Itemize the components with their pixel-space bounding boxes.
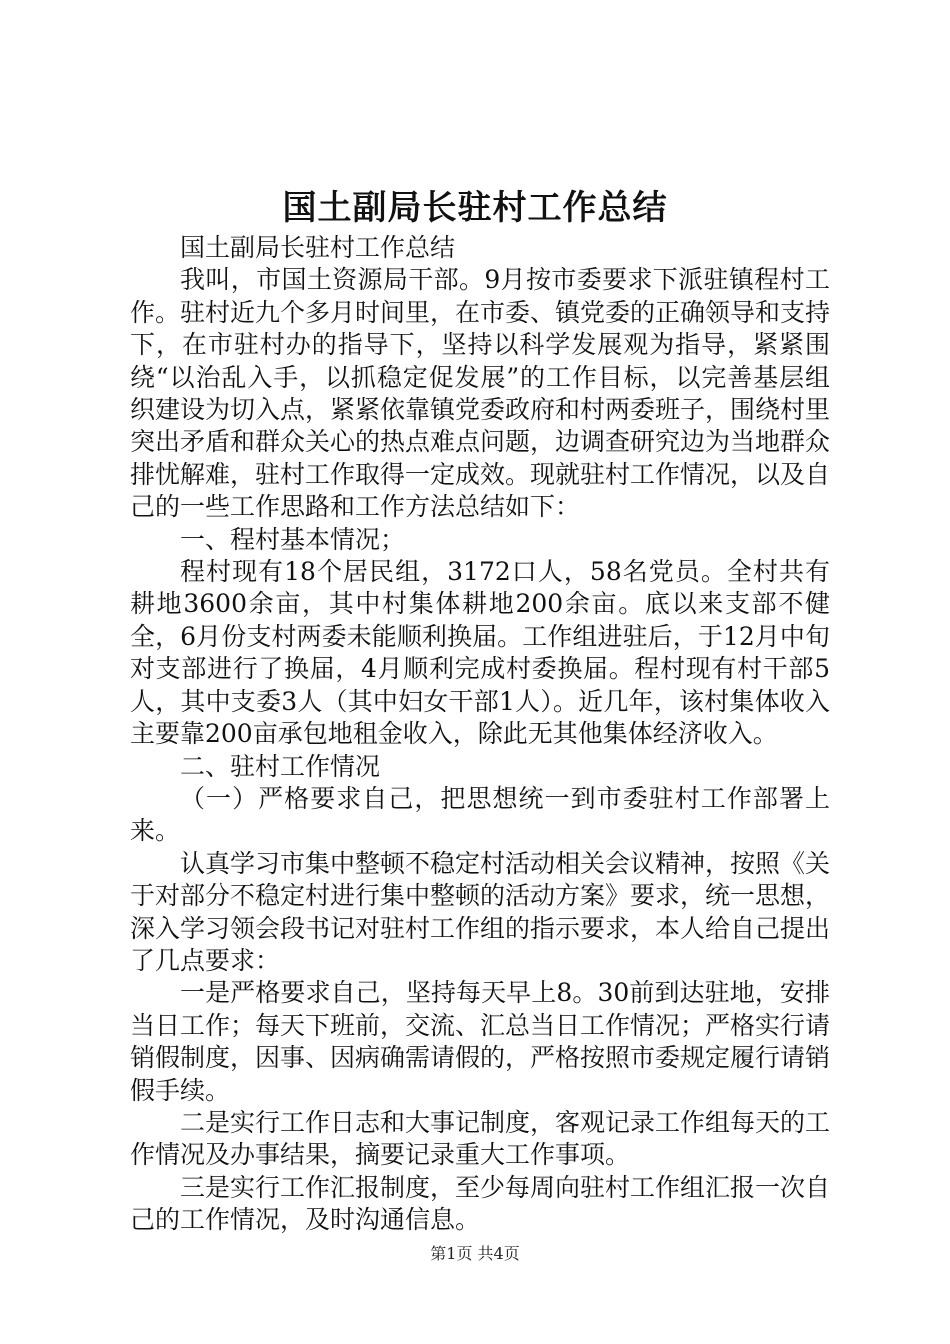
paragraph-requirement-1: 一是严格要求自己，坚持每天早上8。30前到达驻地，安排当日工作；每天下班前，交流、汇总当日工作情况；严格实行请销假制度，因事、因病确需请假的，严格按照市委规定履行请销假手续。 xyxy=(130,978,831,1105)
paragraph-requirement-2: 二是实行工作日志和大事记制度，客观记录工作组每天的工作情况及办事结果，摘要记录重大工作事项。 xyxy=(130,1107,831,1170)
page-indicator: 第1页 共4页 xyxy=(430,1244,520,1263)
document-body xyxy=(130,232,830,1237)
section-heading-2: 二、驻村工作情况 xyxy=(180,751,381,781)
paragraph-subtitle: 国土副局长驻村工作总结 xyxy=(180,233,456,262)
paragraph-intro: 我叫，市国土资源局干部。9月按市委要求下派驻镇程村工作。驻村近九个多月时间里，在市委、镇党委的正确领导和支持下，在市驻村办的指导下，坚持以科学发展观为指导，紧紧围绕“以治乱入手，以抓稳定促发展”的工作目标，以完善基层组织建设为切入点，紧紧依靠镇党委政府和村两委班子，围绕村里突出矛盾和群众关心的热点难点问题，边调查研究边为当地群众排忧解难，驻村工作取得一定成效。现就驻村工作情况，以及自己的一些工作思路和工作方法总结如下： xyxy=(130,265,831,522)
paragraph-requirement-3: 三是实行工作汇报制度，至少每周向驻村工作组汇报一次自己的工作情况，及时沟通信息。 xyxy=(130,1172,831,1235)
subsection-heading-1: （一）严格要求自己，把思想统一到市委驻村工作部署上来。 xyxy=(130,783,830,846)
section-heading-1: 一、程村基本情况； xyxy=(180,524,406,554)
document-title: 国土副局长驻村工作总结 xyxy=(282,188,668,228)
paragraph-study: 认真学习市集中整顿不稳定村活动相关会议精神，按照《关于对部分不稳定村进行集中整顿的活动方案》要求，统一思想，深入学习领会段书记对驻村工作组的指示要求，本人给自己提出了几点要求： xyxy=(130,848,831,975)
paragraph-basic-info: 程村现有18个居民组，3172口人，58名党员。全村共有耕地3600余亩，其中村集体耕地200余亩。底以来支部不健全，6月份支村两委未能顺利换届。工作组进驻后，于12月中旬对支部进行了换届，4月顺利完成村委换届。程村现有村干部5人，其中支委3人（其中妇女干部1人）。近几年，该村集体收入主要靠200亩承包地租金收入，除此无其他集体经济收入。 xyxy=(130,557,830,749)
